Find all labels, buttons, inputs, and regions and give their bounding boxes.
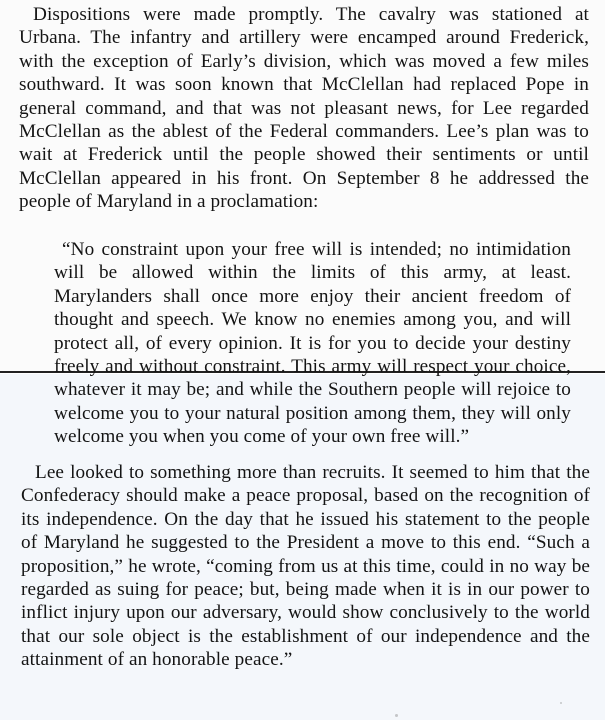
proclamation-quote-text: “No constraint upon your free will is intended; no intimidation will be allowed within the limits of this army, at least. Marylanders shall once more enjoy their ancient freedom of thought and speech. We know no enemies among you, and will protect all, of every opinion. It is for you to decide your destiny freely and without constraint. This army will respect your choice, whatever it may be; and while the Southern people will rejoice to welcome you to your natural position among them, they will only welcome you when you come of your own free will.” [54,239,571,448]
paper-speck [395,714,398,717]
paper-speck [560,702,562,704]
paragraph-dispositions: Dispositions were made promptly. The cavalry was stationed at Urbana. The infantry and artillery were encamped around Frederick, with the exception of Early’s division, which was moved a few miles southward. It was soon known that McClellan had replaced Pope in general command, and that was not pleasant news, for Lee regarded McClellan as the ablest of the Federal commanders. Lee’s plan was to wait at Frederick until the people showed their sentiments or until McClellan appeared in his front. On September 8 he addressed the people of Maryland in a proclamation: [19,4,589,213]
paragraph-peace-proposal: Lee looked to something more than recruits. It seemed to him that the Confederacy should make a peace proposal, based on the recognition of its independence. On the day that he issued his statement to the people of Maryland he suggested to the President a move to this end. “Such a proposition,” he wrote, “coming from us at this time, could in no way be regarded as suing for peace; but, being made when it is in our power to inflict injury upon our adversary, would show conclusively to the world that our sole object is the establishment of our independence and the attainment of an honorable peace.” [21,462,590,671]
proclamation-quote [54,238,571,449]
